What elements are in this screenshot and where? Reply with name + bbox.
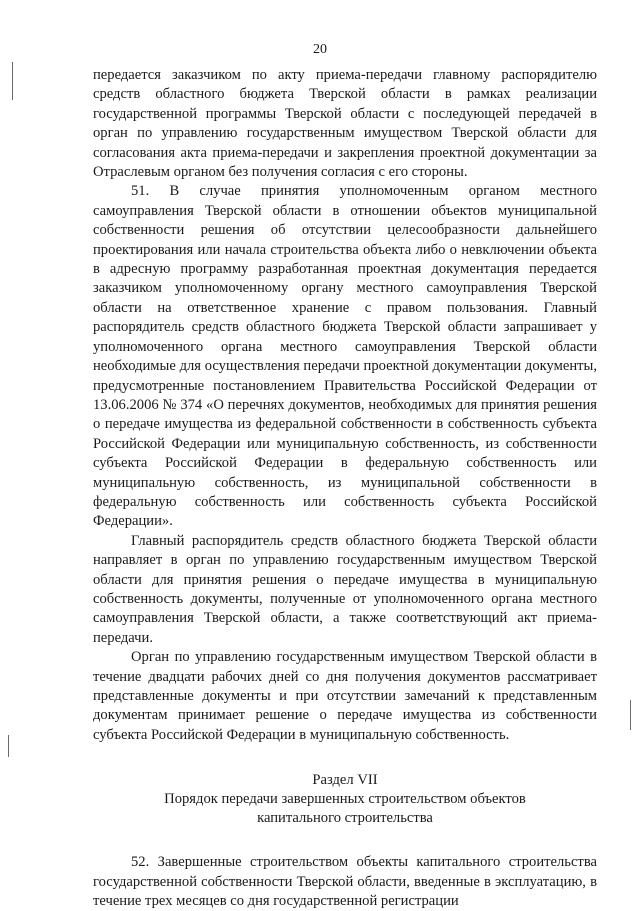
paragraph-main-manager: Главный распорядитель средств областного бюджета Тверской области направляет в орган по управлению государственным имуществом Тверской области для принятия решения о передаче имущества в муниципальную собственность документы, полученные от уполномоченного органа местного самоуправления Тверской области, а также соответствующий акт приема-передачи. [93, 532, 597, 646]
spacer [93, 828, 597, 853]
section-title-line-2: капитального строительства [257, 810, 433, 827]
paragraph-51: 51. В случае принятия уполномоченным органом местного самоуправления Тверской области в отношении объектов муниципальной собственности решения об отсутствии целесообразности дальнейшего проектирования или начала строительства объекта либо о невключении объекта в адресную программу разработанная проектная документация передается заказчиком уполномоченному органу местного самоуправления Тверской области на ответственное хранение с правом пользования. Главный распорядитель средств областного бюджета Тверской области запрашивает у уполномоченного органа местного самоуправления Тверской области необходимые для осуществления передачи проектной документации документы, предусмотренные постановлением Правительства Российской Федерации от 13.06.2006 № 374 «О перечнях документов, необходимых для принятия решения о передаче имущества из федеральной собственности в собственность субъекта Российской Федерации или муниципальную собственность, из собственности субъекта Российской Федерации в федеральную собственность или муниципальную собственность, из муниципальной собственности в федеральную собственность или собственность субъекта Российской Федерации». [93, 183, 597, 530]
section-number: Раздел VII [312, 772, 378, 789]
document-body [93, 66, 597, 911]
page-number: 20 [313, 42, 327, 57]
paragraph-52: 52. Завершенные строительством объекты капитального строительства государственной собственности Тверской области, введенные в эксплуатацию, в течение трех месяцев со дня государственной регистрации [93, 854, 597, 910]
margin-mark-right [630, 700, 631, 730]
paragraph-property-authority: Орган по управлению государственным имуществом Тверской области в течение двадцати рабочих дней со дня получения документов рассматривает представленные документы и при отсутствии замечаний к представленным документам принимает решение о передаче имущества из собственности субъекта Российской Федерации в муниципальную собственность. [93, 649, 597, 743]
paragraph-continuation: передается заказчиком по акту приема-передачи главному распорядителю средств областного бюджета Тверской области в рамках реализации государственной программы Тверской области с последующей передачей в орган по управлению государственным имуществом Тверской области для согласования акта приема-передачи и закрепления проектной документации за Отраслевым органом без получения согласия с его стороны. [93, 67, 597, 181]
margin-mark-left-bottom [8, 735, 9, 757]
section-heading [93, 771, 597, 828]
section-title-line-1: Порядок передачи завершенных строительством объектов [164, 791, 526, 808]
margin-mark-left-top [12, 62, 13, 100]
